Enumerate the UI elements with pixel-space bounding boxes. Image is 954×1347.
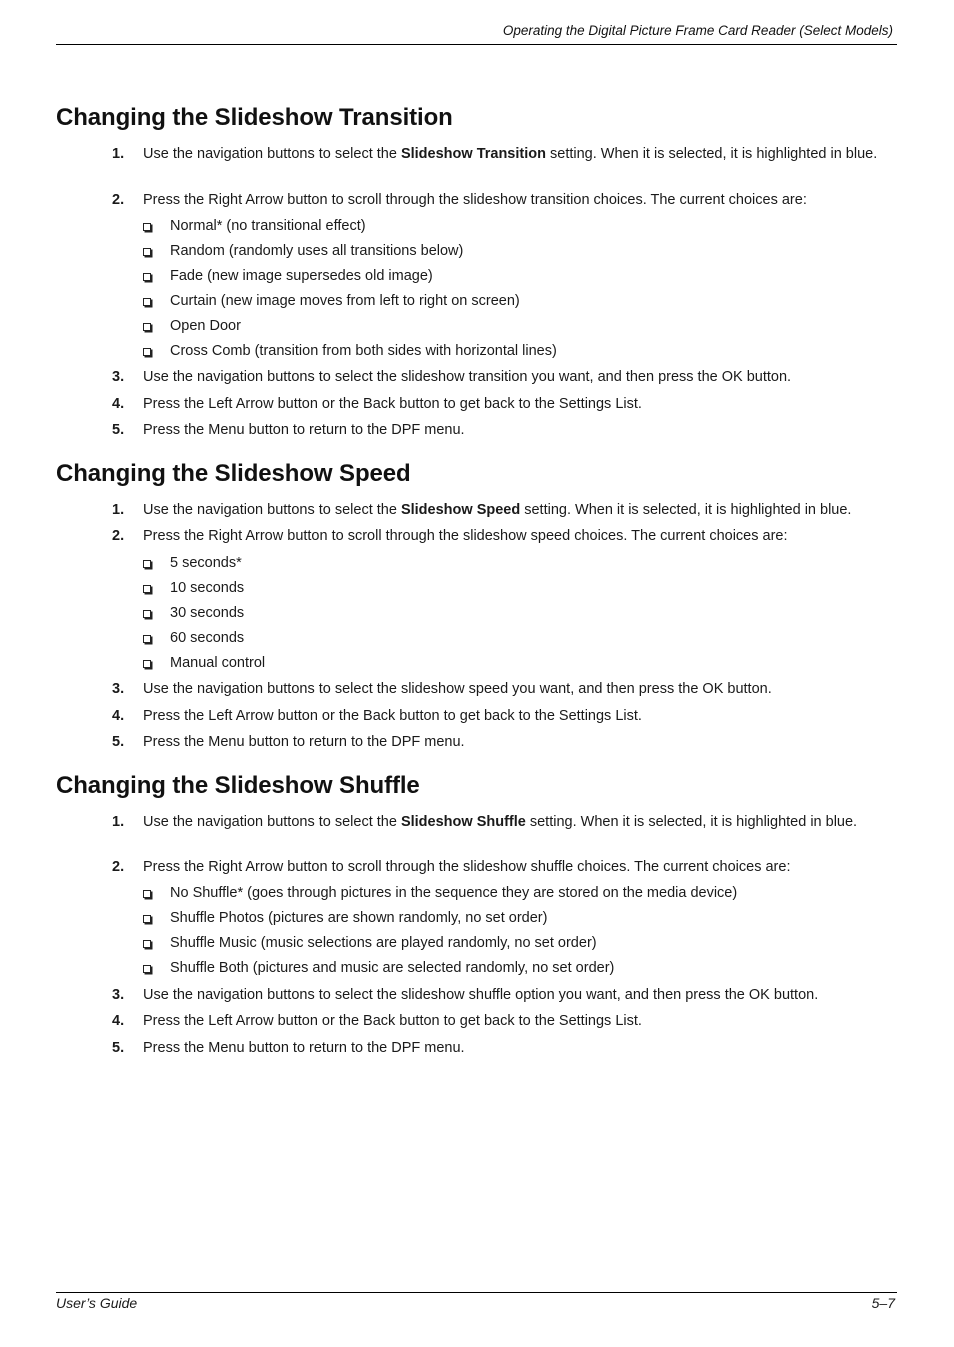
step-number: 2. xyxy=(112,192,125,208)
step-number: 1. xyxy=(112,814,125,830)
step-number: 3. xyxy=(112,987,125,1003)
setting-name: Slideshow Shuffle xyxy=(400,814,526,830)
section-heading-shuffle: Changing the Slideshow Shuffle xyxy=(56,772,420,799)
page-number: 5–7 xyxy=(871,1295,895,1311)
section-heading-speed: Changing the Slideshow Speed xyxy=(56,460,411,487)
setting-name: Slideshow Transition xyxy=(400,146,546,162)
step-number: 2. xyxy=(112,859,125,875)
step-text: Press the Menu button to return to the DPF menu. xyxy=(143,1040,465,1056)
step-text: Use the navigation buttons to select the slideshow speed you want, and then press the OK button. xyxy=(143,681,772,697)
step-text: Press the Right Arrow button to scroll through the slideshow transition choices. The current choices are: xyxy=(143,192,807,208)
checkbox-bullet-icon xyxy=(143,348,151,356)
section-heading-transition: Changing the Slideshow Transition xyxy=(56,104,453,131)
checkbox-bullet-icon xyxy=(143,248,151,256)
step-text: Use the navigation buttons to select the Slideshow Transition setting. When it is selected, it is highlighted in blue. xyxy=(143,146,878,162)
footer-guide-title: User’s Guide xyxy=(56,1295,138,1311)
step-text: Press the Right Arrow button to scroll through the slideshow speed choices. The current choices are: xyxy=(143,528,788,544)
step-number: 4. xyxy=(112,1013,125,1029)
page-footer xyxy=(56,1292,897,1317)
checkbox-bullet-icon xyxy=(143,610,151,618)
checkbox-bullet-icon xyxy=(143,273,151,281)
checkbox-bullet-icon xyxy=(143,965,151,973)
checkbox-bullet-icon xyxy=(143,890,151,898)
checkbox-bullet-icon xyxy=(143,223,151,231)
step-text: Press the Left Arrow button or the Back button to get back to the Settings List. xyxy=(143,1013,642,1029)
step-number: 2. xyxy=(112,528,125,544)
checkbox-bullet-icon xyxy=(143,915,151,923)
step-text: Use the navigation buttons to select the slideshow transition you want, and then press the OK button. xyxy=(143,369,792,385)
step-text: Press the Left Arrow button or the Back button to get back to the Settings List. xyxy=(143,396,642,412)
step-number: 5. xyxy=(112,422,125,438)
step-number: 1. xyxy=(112,502,125,518)
step-text: Press the Menu button to return to the DPF menu. xyxy=(143,422,465,438)
checkbox-bullet-icon xyxy=(143,585,151,593)
checkbox-bullet-icon xyxy=(143,323,151,331)
step-text: Press the Menu button to return to the DPF menu. xyxy=(143,734,465,750)
step-text: Press the Right Arrow button to scroll through the slideshow shuffle choices. The current choices are: xyxy=(143,859,791,875)
step-number: 4. xyxy=(112,708,125,724)
checkbox-bullet-icon xyxy=(143,560,151,568)
step-number: 3. xyxy=(112,681,125,697)
step-text: Press the Left Arrow button or the Back button to get back to the Settings List. xyxy=(143,708,642,724)
checkbox-bullet-icon xyxy=(143,940,151,948)
setting-name: Slideshow Speed xyxy=(400,502,521,518)
step-text: Use the navigation buttons to select the slideshow shuffle option you want, and then press the OK button. xyxy=(143,987,819,1003)
step-number: 3. xyxy=(112,369,125,385)
step-text: Use the navigation buttons to select the Slideshow Speed setting. When it is selected, it is highlighted in blue. xyxy=(143,502,852,518)
checkbox-bullet-icon xyxy=(143,660,151,668)
checkbox-bullet-icon xyxy=(143,298,151,306)
step-text: Use the navigation buttons to select the Slideshow Shuffle setting. When it is selected, it is highlighted in blue. xyxy=(143,814,858,830)
step-number: 4. xyxy=(112,396,125,412)
step-number: 5. xyxy=(112,734,125,750)
page-header xyxy=(56,20,897,45)
step-number: 1. xyxy=(112,146,125,162)
step-number: 5. xyxy=(112,1040,125,1056)
checkbox-bullet-icon xyxy=(143,635,151,643)
running-header-title: Operating the Digital Picture Frame Card Reader (Select Models) xyxy=(502,23,893,38)
